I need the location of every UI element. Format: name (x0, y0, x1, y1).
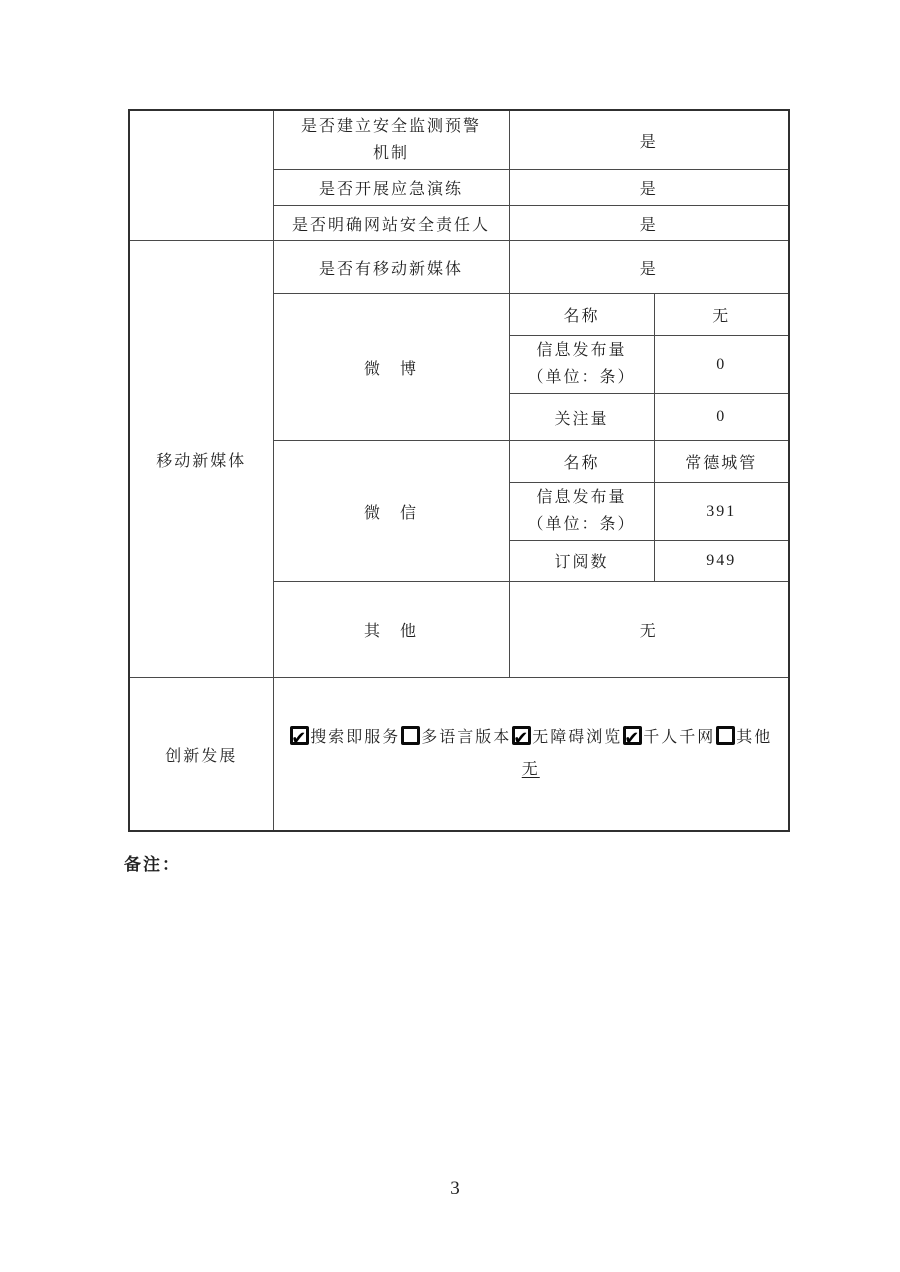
weibo-followers-value: 0 (654, 394, 789, 441)
weibo-name-field: 名称 (509, 294, 654, 336)
wechat-publish-value: 391 (654, 483, 789, 541)
security-answer-responsible: 是 (509, 206, 789, 241)
innovation-checkbox-line (280, 722, 783, 754)
weibo-followers-field: 关注量 (509, 394, 654, 441)
checkbox-icon (716, 726, 735, 745)
mobile-media-section-label: 移动新媒体 (129, 241, 273, 678)
field-line2: （单位：条） (527, 368, 636, 386)
checkbox-label: 千人千网 (643, 729, 716, 747)
checkbox-item-accessibility (511, 729, 622, 746)
table-row (129, 110, 789, 170)
section-label-empty-cell (129, 110, 273, 241)
security-answer-drill: 是 (509, 170, 789, 206)
wechat-label: 微 信 (273, 441, 509, 582)
field-line1: 信息发布量 (536, 489, 627, 507)
table-row (129, 677, 789, 831)
checkbox-icon (512, 726, 531, 745)
checkbox-icon (290, 726, 309, 745)
checkbox-label: 多语言版本 (421, 729, 512, 747)
wechat-publish-field (509, 483, 654, 541)
security-question-monitoring (273, 110, 509, 170)
other-media-label: 其 他 (273, 581, 509, 677)
security-question-responsible: 是否明确网站安全责任人 (273, 206, 509, 241)
wechat-subscribe-value: 949 (654, 540, 789, 581)
checkbox-item-search-service (289, 729, 400, 746)
checkbox-label: 搜索即服务 (310, 729, 401, 747)
wechat-subscribe-field: 订阅数 (509, 540, 654, 581)
weibo-publish-field (509, 336, 654, 394)
remark-label: 备注： (124, 855, 181, 874)
innovation-content-cell (273, 677, 789, 831)
checkbox-item-other (715, 729, 772, 746)
other-media-value: 无 (509, 581, 789, 677)
weibo-name-value: 无 (654, 294, 789, 336)
wechat-name-value: 常德城管 (654, 441, 789, 483)
checkbox-icon (623, 726, 642, 745)
weibo-label: 微 博 (273, 294, 509, 441)
checkbox-icon (401, 726, 420, 745)
question-text: 是否建立安全监测预警机制 (300, 118, 481, 163)
checkbox-label: 其他 (736, 729, 773, 747)
field-line2: （单位：条） (527, 515, 636, 533)
checkbox-item-multilingual (400, 729, 511, 746)
security-question-drill: 是否开展应急演练 (273, 170, 509, 206)
wechat-name-field: 名称 (509, 441, 654, 483)
mobile-media-has-question: 是否有移动新媒体 (273, 241, 509, 294)
table-row (129, 241, 789, 294)
innovation-other-line (280, 754, 783, 786)
mobile-media-has-answer: 是 (509, 241, 789, 294)
security-answer-monitoring: 是 (509, 110, 789, 170)
innovation-other-value: 无 (521, 761, 540, 779)
checkbox-label: 无障碍浏览 (532, 729, 623, 747)
checkbox-item-personalized (622, 729, 715, 746)
field-line1: 信息发布量 (536, 342, 627, 360)
report-table (128, 109, 790, 832)
weibo-publish-value: 0 (654, 336, 789, 394)
page-number: 3 (450, 1178, 460, 1199)
innovation-section-label: 创新发展 (129, 677, 273, 831)
